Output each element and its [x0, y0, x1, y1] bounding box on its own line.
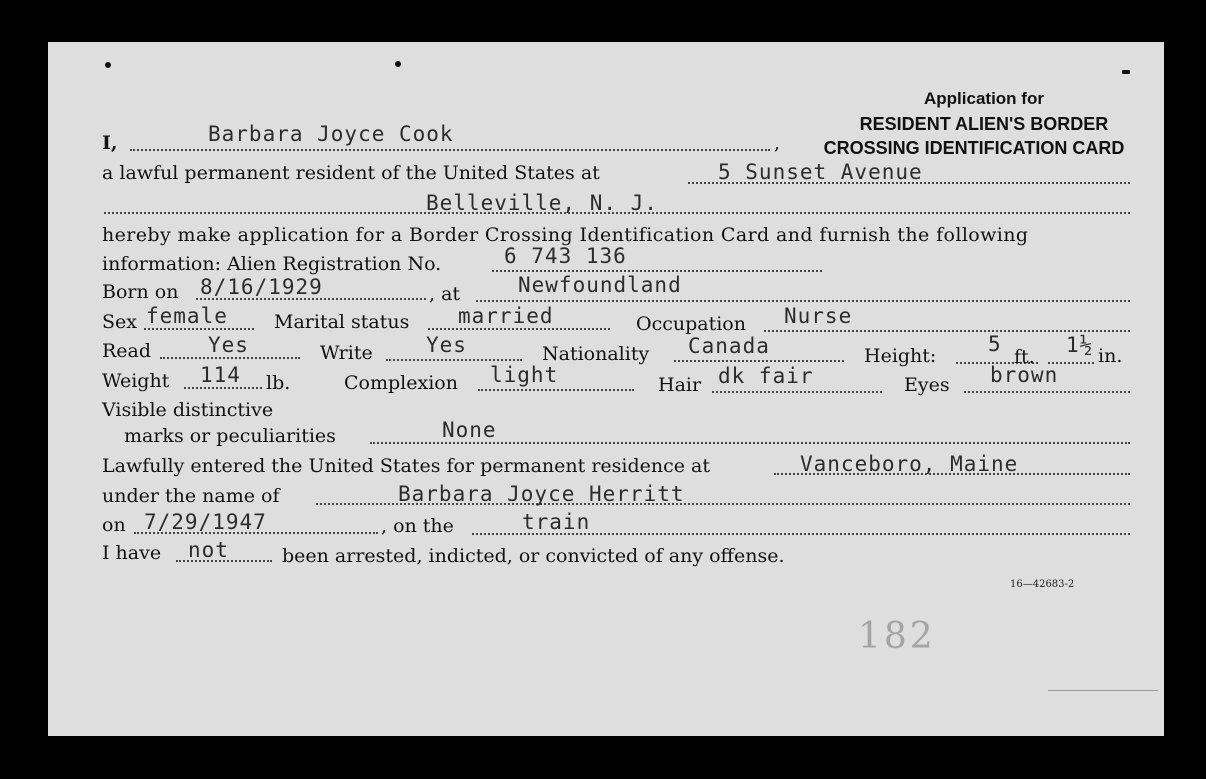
hair-value: dk fair	[718, 364, 814, 388]
stamp-number: 182	[858, 616, 936, 657]
entry-date-value: 7/29/1947	[144, 510, 267, 534]
write-value: Yes	[426, 333, 467, 357]
label-lawful-resident: a lawful permanent resident of the United States at	[102, 162, 600, 184]
write-line	[386, 359, 522, 361]
label-read: Read	[102, 340, 152, 362]
height-feet-value: 5	[988, 332, 1002, 356]
label-sex: Sex	[102, 311, 137, 333]
birth-place-line	[476, 300, 1130, 302]
label-born-on: Born on	[102, 281, 179, 303]
label-write: Write	[320, 342, 373, 364]
label-hereby: hereby make application for a Border Crossing Identification Card and furnish the following	[102, 224, 1029, 246]
address-line-2-value: Belleville, N. J.	[426, 191, 658, 215]
form-title-line1: Application for	[924, 89, 1044, 108]
birth-date: 8/16/1929	[200, 275, 323, 299]
label-lawfully-entered: Lawfully entered the United States for permanent residence at	[102, 455, 711, 477]
eyes-value: brown	[990, 363, 1059, 387]
marks-value: None	[442, 418, 497, 442]
occupation-value: Nurse	[784, 304, 853, 328]
complexion-line	[478, 389, 634, 391]
label-marks-peculiarities: marks or peculiarities	[124, 425, 336, 447]
label-on: on	[102, 514, 126, 536]
label-hair: Hair	[658, 374, 702, 396]
nationality-value: Canada	[688, 334, 770, 358]
label-visible-distinctive: Visible distinctive	[102, 399, 274, 421]
alien-registration-number: 6 743 136	[504, 244, 627, 268]
eyes-line	[964, 391, 1130, 393]
nationality-line	[674, 360, 844, 362]
birth-place: Newfoundland	[518, 273, 682, 297]
occupation-line	[764, 330, 1130, 332]
label-comma: ,	[774, 132, 781, 154]
label-eyes: Eyes	[904, 374, 950, 396]
form-title-line2: RESIDENT ALIEN'S BORDER	[859, 114, 1109, 134]
marital-status-value: married	[458, 304, 554, 328]
sex-value: female	[146, 304, 228, 328]
read-value: Yes	[208, 333, 249, 357]
label-alien-registration: information: Alien Registration No.	[102, 253, 442, 275]
form-title-line3: CROSSING IDENTIFICATION CARD	[823, 138, 1125, 158]
sex-line	[144, 328, 254, 330]
label-arrested-statement: been arrested, indicted, or convicted of any offense.	[282, 545, 785, 567]
arrested-value: not	[188, 538, 229, 562]
marital-status-line	[428, 328, 610, 330]
speck	[105, 62, 111, 68]
weight-value: 114	[200, 363, 241, 387]
height-inches-value: 1½	[1066, 333, 1094, 357]
conveyance-value: train	[522, 510, 591, 534]
entry-name-value: Barbara Joyce Herritt	[398, 482, 685, 506]
address-line-1-value: 5 Sunset Avenue	[718, 160, 923, 184]
label-at: , at	[429, 283, 461, 305]
label-nationality: Nationality	[542, 343, 650, 365]
label-complexion: Complexion	[344, 372, 458, 394]
alien-registration-line	[492, 270, 822, 272]
speck	[1122, 70, 1130, 74]
applicant-name: Barbara Joyce Cook	[208, 122, 454, 146]
label-weight: Weight	[102, 370, 170, 392]
hair-line	[712, 391, 882, 393]
label-marital-status: Marital status	[274, 311, 410, 333]
faint-mark-line	[1048, 690, 1158, 691]
label-in: in.	[1098, 345, 1123, 367]
weight-line	[184, 387, 262, 389]
form-number: 16—42683-2	[1010, 579, 1075, 590]
border-crossing-application-card	[48, 42, 1164, 736]
label-lb: lb.	[266, 372, 291, 394]
marks-line	[370, 442, 1130, 444]
port-of-entry-value: Vanceboro, Maine	[800, 452, 1019, 476]
label-height: Height:	[864, 345, 937, 367]
speck	[395, 61, 401, 67]
label-i: I,	[102, 132, 118, 154]
label-i-have: I have	[102, 542, 162, 564]
label-under-name: under the name of	[102, 485, 280, 507]
label-ft: ft.	[1014, 346, 1035, 368]
label-on-the: , on the	[381, 515, 454, 537]
label-occupation: Occupation	[636, 313, 746, 335]
complexion-value: light	[490, 363, 559, 387]
read-line	[160, 357, 300, 359]
name-line	[130, 149, 770, 151]
